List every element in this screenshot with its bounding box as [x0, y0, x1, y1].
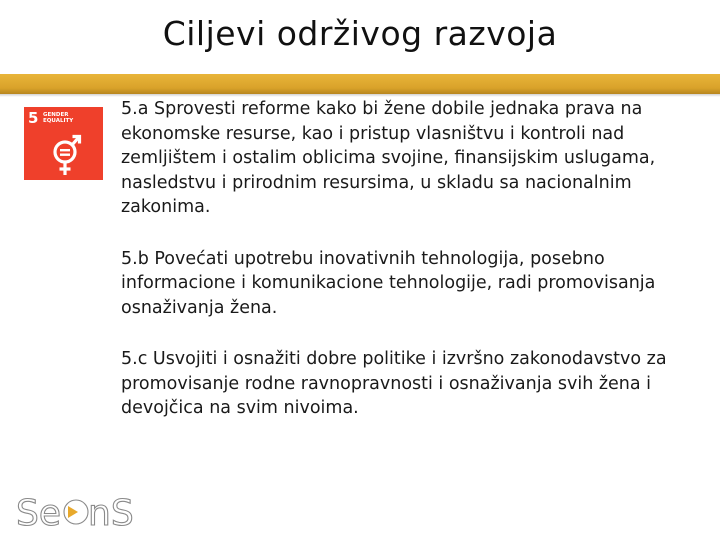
target-5c-paragraph: 5.c Usvojiti i osnažiti dobre politike i izvršno zakonodavstvo za promovisanje rodne ravnopravnosti i osnaživanja svih žena i devojčica na svim nivoima. [121, 349, 667, 418]
svg-text:Se: Se [16, 493, 61, 534]
sdg-goal-5-badge [24, 107, 103, 180]
goal-targets-text [121, 97, 691, 448]
page-title: Ciljevi održivog razvoja [162, 14, 558, 53]
title-divider-bar [0, 74, 720, 94]
sdg-label [43, 112, 73, 124]
target-5a-paragraph: 5.a Sprovesti reforme kako bi žene dobile jednaka prava na ekonomske resurse, kao i pristup vlasništvu i kontroli nad zemljištem i ostalim oblicima svojine, finansijskim uslugama, nasledstvu i prirodnim resursima, u skladu sa nacionalnim zakonima. [121, 99, 656, 217]
secons-logo [16, 488, 146, 534]
gender-equality-icon [48, 133, 82, 177]
svg-text:nS: nS [88, 493, 134, 534]
sdg-label-line1: GENDER [43, 112, 69, 118]
sdg-label-line2: EQUALITY [43, 118, 74, 124]
target-5b-paragraph: 5.b Povećati upotrebu inovativnih tehnologija, posebno informacione i komunikacione tehnologije, radi promovisanja osnaživanja žena. [121, 248, 656, 318]
sdg-number: 5 [28, 109, 39, 127]
